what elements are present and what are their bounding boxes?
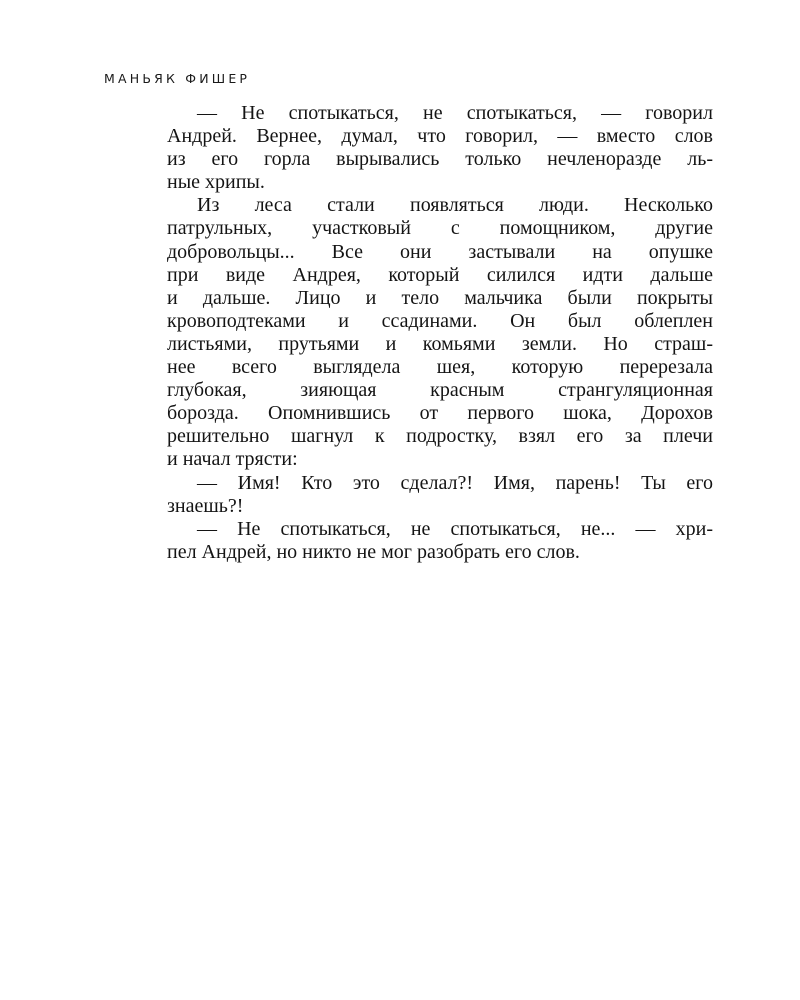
text-line: — Имя! Кто это сделал?! Имя, парень! Ты его [197, 471, 713, 494]
text-line: и начал трясти: [167, 448, 298, 471]
text-line: — Не спотыкаться, не спотыкаться, — говорил [197, 102, 713, 124]
text-line: ные хрипы. [167, 171, 265, 194]
text-line: при виде Андрея, который силился идти дальше [167, 263, 713, 286]
running-header: МАНЬЯК ФИШЕР [104, 71, 251, 86]
text-line: пел Андрей, но никто не мог разобрать его слов. [167, 540, 580, 563]
text-line: борозда. Опомнившись от первого шока, Дорохов [167, 402, 713, 425]
text-line: Андрей. Вернее, думал, что говорил, — вместо слов [167, 125, 713, 148]
body-text [167, 102, 713, 564]
text-line: из его горла вырывались только нечленоразде ль- [167, 148, 713, 171]
text-line: знаешь?! [167, 494, 244, 517]
text-line: кровоподтеками и ссадинами. Он был облеплен [167, 309, 713, 332]
text-line: добровольцы... Все они застывали на опушке [167, 240, 713, 263]
text-line: и дальше. Лицо и тело мальчика были покрыты [167, 286, 713, 309]
text-line: Из леса стали появляться люди. Несколько [197, 194, 713, 217]
text-line: — Не спотыкаться, не спотыкаться, не... — хри- [197, 517, 713, 540]
text-line: листьями, прутьями и комьями земли. Но страш- [167, 332, 713, 355]
text-line: нее всего выглядела шея, которую перерезала [167, 356, 713, 379]
text-line: глубокая, зияющая красным странгуляционная [167, 379, 713, 402]
text-line: решительно шагнул к подростку, взял его за плечи [167, 425, 713, 448]
text-line: патрульных, участковый с помощником, другие [167, 217, 713, 240]
